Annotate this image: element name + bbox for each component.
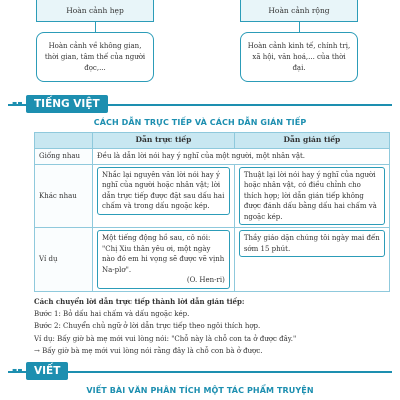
row-head: Khác nhau bbox=[35, 164, 93, 228]
section-label: VIẾT bbox=[26, 362, 68, 380]
narrow-context-detail: Hoàn cảnh về không gian, thời gian, tâm thế của người đọc,... bbox=[36, 32, 154, 82]
bullet-dots-icon: ▪▪ bbox=[12, 99, 23, 108]
merged-cell: Đều là dẫn lời nói hay ý nghĩ của một người, một nhân vật. bbox=[93, 149, 390, 165]
section-header-tieng-viet bbox=[8, 95, 392, 113]
indirect-cell bbox=[234, 228, 389, 292]
broad-context-box: Hoàn cảnh rộng bbox=[240, 0, 358, 22]
header-indirect: Dẫn gián tiếp bbox=[234, 133, 389, 149]
indirect-cell bbox=[234, 164, 389, 228]
row-head: Giống nhau bbox=[35, 149, 93, 165]
bottom-title: VIẾT BÀI VĂN PHÂN TÍCH MỘT TÁC PHẨM TRUYỆN bbox=[86, 386, 314, 395]
broad-context-detail: Hoàn cảnh kinh tế, chính trị, xã hội, văn hoá,... của thời đại. bbox=[240, 32, 358, 82]
context-diagram bbox=[0, 0, 400, 94]
example-line: Ví dụ: Bấy giờ bà mẹ mới vui lòng nói: "Chỗ này là chỗ con ta ở được đây." bbox=[34, 334, 297, 343]
direct-text: Một tiếng động hồ sau, cô nói: "Chị Xiu thân yêu ơi, một ngày nào đó em hi vọng sẽ được vẽ vịnh Na-plơ". bbox=[102, 234, 225, 274]
row-head: Ví dụ bbox=[35, 228, 93, 292]
narrow-context-column bbox=[36, 0, 154, 82]
section-label: TIẾNG VIỆT bbox=[26, 95, 108, 113]
conversion-notes bbox=[34, 296, 390, 357]
section-header-viet bbox=[8, 362, 392, 380]
step-1: Bước 1: Bỏ dấu hai chấm và dấu ngoặc kép. bbox=[34, 310, 190, 319]
notes-heading: Cách chuyển lời dẫn trực tiếp thành lời dẫn gián tiếp: bbox=[34, 297, 245, 306]
comparison-table bbox=[34, 132, 390, 292]
connector-line bbox=[299, 22, 300, 32]
direct-text: Nhắc lại nguyên văn lời nói hay ý nghĩ của người hoặc nhân vật; lời dẫn trực tiếp được đặt sau dấu hai chấm và trong dấu ngoặc kép. bbox=[97, 167, 230, 215]
connector-line bbox=[95, 22, 96, 32]
step-2: Bước 2: Chuyển chủ ngữ ở lời dẫn trực tiếp theo ngôi thích hợp. bbox=[34, 322, 261, 331]
author-credit: (O. Hen-ri) bbox=[186, 276, 225, 284]
bullet-dots-icon: ▪▪ bbox=[12, 366, 23, 375]
broad-context-column bbox=[240, 0, 358, 82]
narrow-context-box: Hoàn cảnh hẹp bbox=[36, 0, 154, 22]
indirect-text: Thuật lại lời nói hay ý nghĩ của người hoặc nhân vật, có điều chỉnh cho thích hợp; lời dẫn gián tiếp không được đánh dấu bằng dấu hai chấm và ngoặc kép. bbox=[239, 167, 385, 226]
table-header-row bbox=[35, 133, 390, 149]
result-line: → Bấy giờ bà mẹ mới vui lòng nói rằng đây là chỗ con bà ở được. bbox=[34, 346, 263, 355]
table-row bbox=[35, 149, 390, 165]
header-direct: Dẫn trực tiếp bbox=[93, 133, 235, 149]
table-row bbox=[35, 228, 390, 292]
direct-cell bbox=[93, 228, 235, 292]
header-empty bbox=[35, 133, 93, 149]
direct-cell bbox=[93, 164, 235, 228]
indirect-text: Thầy giáo dặn chúng tôi ngày mai đến sớm 15 phút. bbox=[239, 230, 385, 257]
table-row bbox=[35, 164, 390, 228]
table-title: CÁCH DẪN TRỰC TIẾP VÀ CÁCH DẪN GIÁN TIẾP bbox=[93, 118, 307, 127]
direct-example-box bbox=[97, 230, 230, 289]
